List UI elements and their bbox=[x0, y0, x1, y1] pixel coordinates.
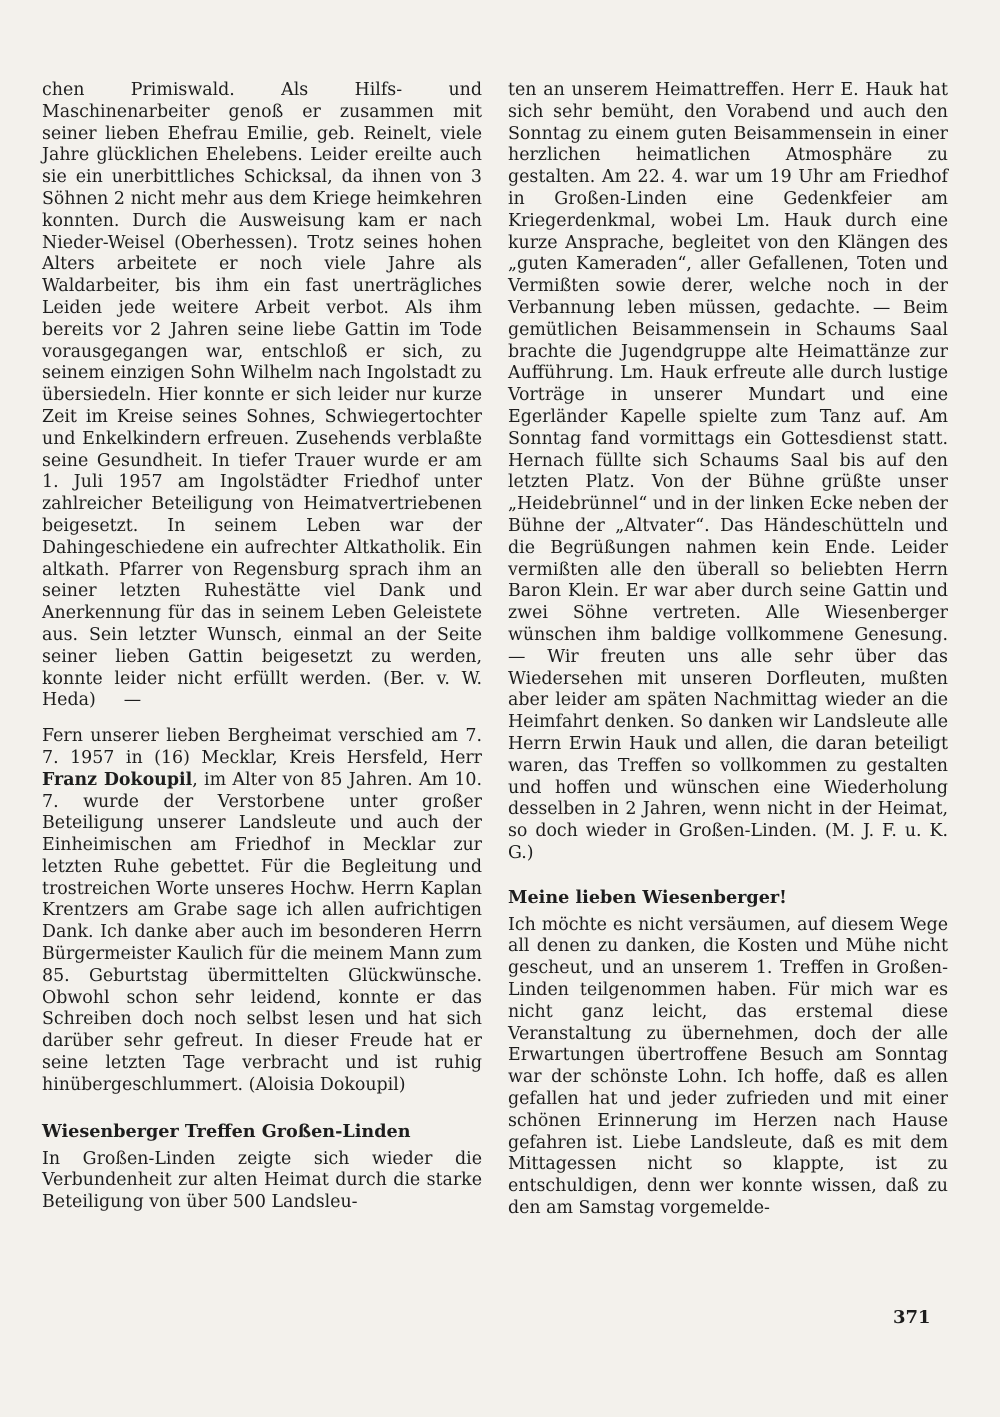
right-paragraph-1: ten an unserem Heimattreffen. Herr E. Hauk hat sich sehr bemüht, den Vorabend und auch den Sonntag zu einem guten Beisammensein in einer herzlichen heimatlichen Atmosphäre zu gestalten. Am 22. 4. war um 19 Uhr am Friedhof in Großen-Linden eine Gedenkfeier am Kriegerdenkmal, wobei Lm. Hauk durch eine kurze Ansprache, begleitet von den Klängen des „guten Kameraden“, aller Gefallenen, Toten und Vermißten sowie derer, welche noch in der Verbannung leben müssen, gedachte. — Beim gemütlichen Beisammensein in Schaums Saal brachte die Jugendgruppe alte Heimattänze zur Aufführung. Lm. Hauk erfreute alle durch lustige Vorträge in unserer Mundart und eine Egerländer Kapelle spielte zum Tanz auf. Am Sonntag fand vormittags ein Gottesdienst statt. Hernach füllte sich Schaums Saal bis auf den letzten Platz. Von der Bühne grüßte unser „Heidebrünnel“ und in der linken Ecke neben der Bühne der „Altvater“. Das Händeschütteln und die Begrüßungen nahmen kein Ende. Leider vermißten alle den überall so beliebten Herrn Baron Klein. Er war aber durch seine Gattin und zwei Söhne vertreten. Alle Wiesenberger wünschen ihm baldige vollkommene Genesung. — Wir freuten uns alle sehr über das Wiedersehen mit unseren Dorfleuten, mußten aber leider am späten Nachmittag wieder an die Heimfahrt denken. So danken wir Landsleute alle Herrn Erwin Hauk und allen, die daran beteiligt waren, das Treffen so vollkommen zu gestalten und hoffen und wünschen eine Wiederholung desselben in 2 Jahren, wenn nicht in der Heimat, so doch wieder in Großen-Linden. (M. J. F. u. K. G.) bbox=[508, 80, 948, 863]
section-heading-treffen: Wiesenberger Treffen Großen-Linden bbox=[42, 1120, 411, 1142]
page-number: 371 bbox=[893, 1307, 931, 1328]
obituary-dokoupil-intro: Fern unserer lieben Bergheimat verschied am 7. 7. 1957 in (16) Mecklar, Kreis Hersfeld, Herr bbox=[42, 726, 482, 768]
deceased-name: Franz Dokoupil bbox=[42, 769, 193, 790]
obituary-heda-text: chen Primiswald. Als Hilfs- und Maschinenarbeiter genoß er zusammen mit seiner lieben Ehefrau Emilie, geb. Reinelt, viele Jahre glücklichen Ehelebens. Leider ereilte auch sie ein unerbittliches Schicksal, da ihnen von 3 Söhnen 2 nicht mehr aus dem Kriege heimkehren konnten. Durch die Ausweisung kam er nach Nieder-Weisel (Oberhessen). Trotz seines hohen Alters arbeitete er noch viele Jahre als Waldarbeiter, bis ihm ein fast unerträgliches Leiden jede weitere Arbeit verbot. Als ihm bereits vor 2 Jahren seine liebe Gattin im Tode vorausgegangen war, entschloß er sich, zu seinem einzigen Sohn Wilhelm nach Ingolstadt zu übersiedeln. Hier konnte er sich leider nur kurze Zeit im Kreise seines Sohnes, Schwiegertochter und Enkelkindern erfreuen. Zusehends verblaßte seine Gesundheit. In tiefer Trauer wurde er am 1. Juli 1957 am Ingolstädter Friedhof unter zahlreicher Beteiligung von Heimatvertriebenen beigesetzt. In seinem Leben war der Dahingeschiedene ein aufrechter Altkatholik. Ein altkath. Pfarrer von Regensburg sprach ihm an seiner letzten Ruhestätte viel Dank und Anerkennung für das in seinem Leben Geleistete aus. Sein letzter Wunsch, einmal an der Seite seiner lieben Gattin beigesetzt zu werden, konnte leider nicht erfüllt werden. (Ber. v. W. Heda) bbox=[42, 80, 482, 711]
left-column bbox=[42, 80, 482, 1214]
section-heading-letter: Meine lieben Wiesenberger! bbox=[508, 886, 787, 908]
right-paragraph-2: Ich möchte es nicht versäumen, auf diesem Wege all denen zu danken, die Kosten und Mühe nicht gescheut, und an unserem 1. Treffen in Großen-Linden teilgenommen haben. Für mich war es nicht ganz leicht, das erstemal diese Veranstaltung zu übernehmen, doch der alle Erwartungen übertroffene Besuch am Sonntag war der schönste Lohn. Ich hoffe, daß es allen gefallen hat und jeder zufrieden und mit einer schönen Erinnerung im Herzen nach Hause gefahren ist. Liebe Landsleute, daß es mit dem Mittagessen nicht so klappte, ist zu entschuldigen, denn wer konnte wissen, daß zu den am Samstag vorgemelde- bbox=[508, 914, 948, 1219]
left-paragraph-2 bbox=[42, 726, 482, 1097]
right-column bbox=[508, 80, 948, 1220]
left-paragraph-3: In Großen-Linden zeigte sich wieder die Verbundenheit zur alten Heimat durch die starke Beteiligung von über 500 Landsleu- bbox=[42, 1148, 482, 1213]
separator-dash: — bbox=[123, 690, 142, 711]
obituary-dokoupil-body: , im Alter von 85 Jahren. Am 10. 7. wurde der Verstorbene unter großer Beteiligung unserer Landsleute und auch der Einheimischen am Friedhof in Mecklar zur letzten Ruhe gebettet. Für die Begleitung und trostreichen Worte unseres Hochw. Herrn Kaplan Krentzers am Grabe sage ich allen aufrichtigen Dank. Ich danke aber auch im besonderen Herrn Bürgermeister Kaulich für die meinem Mann zum 85. Geburtstag übermittelten Glückwünsche. Obwohl schon sehr leidend, konnte er das Schreiben doch noch selbst lesen und hat sich darüber sehr gefreut. In dieser Freude hat er seine letzten Tage verbracht und ist ruhig hinübergeschlummert. (Aloisia Dokoupil) bbox=[42, 769, 482, 1095]
left-paragraph-1 bbox=[42, 80, 482, 712]
